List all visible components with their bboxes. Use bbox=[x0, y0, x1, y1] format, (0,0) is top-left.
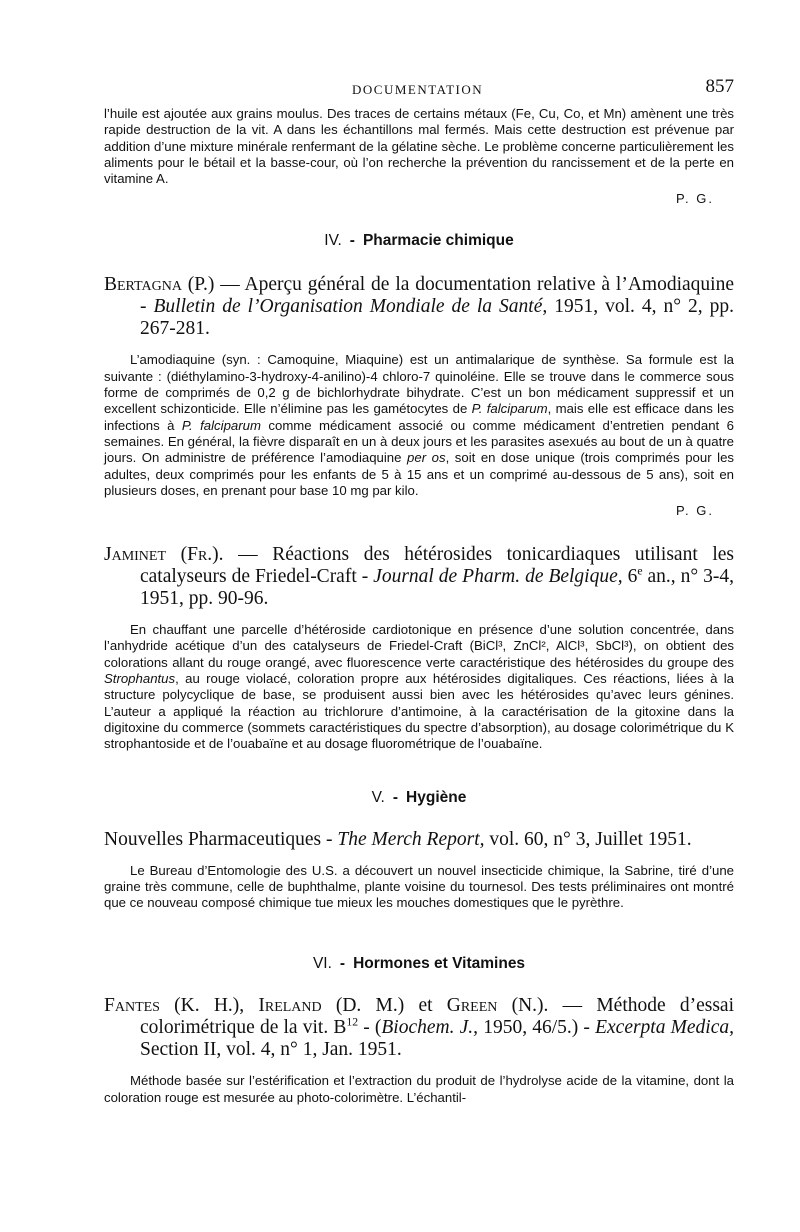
bertagna-author: Bertagna (P.) bbox=[104, 274, 215, 296]
bertagna-abstract-c: comme médicament associé ou comme médicament d’entretien pendant 6 semaines. En général, la fièvre disparaît en un à deux jours et les parasites asexués au bout de un à quatre jours. On administre de préférence l’amodiaquine bbox=[104, 417, 734, 466]
bertagna-abstract-b: , mais elle est efficace dans les infections à bbox=[104, 401, 735, 433]
bertagna-journal: Bulletin de l’Organisation Mondiale de la Santé, bbox=[153, 296, 548, 318]
section-vi-roman: VI. bbox=[312, 955, 332, 973]
intro-signature: P. G. bbox=[676, 191, 714, 207]
fantes-title-sup: 12 bbox=[346, 1015, 359, 1029]
jaminet-author: Jaminet (Fr.). bbox=[104, 544, 224, 566]
section-iv-heading bbox=[104, 232, 734, 250]
jaminet-journal: Journal de Pharm. de Belgique, bbox=[373, 566, 623, 588]
bertagna-reference bbox=[104, 274, 734, 340]
jaminet-genus: Strophantus bbox=[104, 671, 176, 687]
fantes-mid: 1950, 46/5.) - bbox=[478, 1017, 596, 1039]
bertagna-species-1: P. falciparum bbox=[471, 401, 548, 417]
jaminet-title: Réactions des hétérosides tonicardiaques utilisant les catalyseurs de Friedel-Craft - bbox=[140, 544, 735, 588]
nouvelles-abstract: Le Bureau d’Entomologie des U.S. a découvert un nouvel insecticide chimique, la Sabrine, tiré d’une graine très commune, celle de buphthalme, plante voisine du tournesol. Des tests préliminaires ont montré que ce nouveau composé chimique tue mieux les mouches domestiques que le pyrèthre. bbox=[104, 862, 734, 911]
section-vi-dash: - bbox=[339, 955, 346, 973]
jaminet-details-a: 6 bbox=[622, 566, 638, 588]
running-title: DOCUMENTATION bbox=[352, 82, 484, 97]
bertagna-latin: per os bbox=[407, 450, 446, 466]
fantes-separator: — bbox=[548, 995, 597, 1017]
bertagna-abstract bbox=[104, 352, 734, 499]
nouvelles-details: vol. 60, n° 3, Juillet 1951. bbox=[484, 828, 692, 850]
section-v-dash: - bbox=[392, 788, 399, 806]
bertagna-separator: — bbox=[214, 274, 245, 296]
bertagna-species-2: P. falciparum bbox=[181, 417, 261, 433]
bertagna-title: Aperçu général de la documentation relative à l’Amodiaquine - bbox=[140, 274, 734, 318]
fantes-title-b: - ( bbox=[358, 1017, 382, 1039]
fantes-author-2: Ireland (D. M.) bbox=[258, 995, 405, 1017]
jaminet-reference bbox=[104, 544, 734, 610]
fantes-journal-2: Excerpta Medica, bbox=[595, 1017, 734, 1039]
fantes-details: Section II, vol. 4, n° 1, Jan. 1951. bbox=[140, 1039, 402, 1061]
section-v-roman: V. bbox=[371, 788, 385, 806]
fantes-title-a: Méthode d’essai colorimétrique de la vit. B bbox=[140, 995, 735, 1039]
nouvelles-journal: The Merch Report, bbox=[337, 828, 485, 850]
jaminet-abstract bbox=[104, 622, 734, 752]
intro-paragraph: l’huile est ajoutée aux grains moulus. Des traces de certains métaux (Fe, Cu, Co, et Mn) amènent une très rapide destruction de la vit. A dans les échantillons mal fermés. Mais cette destruction est prévenue par addition d’une mixture minérale renfermant de la gélatine sèche. Le problème concerne particulièrement les aliments pour le bétail et la basse-cour, où l’on recherche la prévention du rancissement et de la perte en vitamine A. bbox=[104, 106, 734, 187]
fantes-journal-1: Biochem. J., bbox=[381, 1017, 479, 1039]
jaminet-separator: — bbox=[223, 544, 273, 566]
bertagna-signature: P. G. bbox=[676, 503, 714, 519]
jaminet-abstract-b: , au rouge violacé, coloration propre aux hétérosides digitaliques. Ces réactions, liées à la structure polycyclique de base, se produisent aussi bien avec les hétérosides qu’avec leurs génines. L’auteur a appliqué la réaction au trichlorure d’antimoine, à la caractérisation de la gitoxine dans la digitoxine du commerce (sommets caractéristiques du spectre d’absorption), au dosage colorimétrique du K strophantoside et de l’ouabaïne et au dosage fluorométrique de l’ouabaïne. bbox=[104, 671, 734, 752]
fantes-author-1: Fantes (K. H.), bbox=[104, 995, 245, 1017]
running-head bbox=[104, 76, 734, 106]
nouvelles-reference bbox=[104, 829, 734, 851]
jaminet-abstract-a: En chauffant une parcelle d’hétéroside cardiotonique en présence d’une solution concentrée, dans l’anhydride acétique d’un des catalyseurs de Friedel-Craft (BiCl³, ZnCl², AlCl³, SbCl³), on obtient des colorations allant du rouge orangé, avec fluorescence verte caractéristique des hétérosides du groupe des bbox=[104, 622, 734, 670]
section-iv-dash: - bbox=[349, 232, 355, 250]
bertagna-abstract-d: , soit en dose unique (trois comprimés pour les adultes, deux comprimés pour les enfants de 5 à 15 ans et un comprimé au-dessous de 5 ans), soit en plusieurs doses, en prenant pour base 10 mg par kilo. bbox=[104, 450, 734, 498]
section-iv-title: Pharmacie chimique bbox=[362, 232, 514, 250]
section-iv-roman: IV. bbox=[324, 232, 342, 250]
section-v-title: Hygiène bbox=[406, 788, 467, 806]
fantes-conj: et bbox=[404, 995, 447, 1017]
fantes-abstract: Méthode basée sur l’estérification et l’extraction du produit de l’hydrolyse acide de la vitamine, dont la coloration rouge est mesurée au photo-colorimètre. L’échantil- bbox=[104, 1073, 734, 1105]
fantes-author-3: Green (N.). bbox=[446, 995, 549, 1017]
bertagna-details: 1951, vol. 4, n° 2, pp. 267-281. bbox=[140, 296, 734, 340]
fantes-reference bbox=[104, 995, 734, 1061]
section-vi-title: Hormones et Vitamines bbox=[353, 955, 526, 973]
bertagna-abstract-a: L’amodiaquine (syn. : Camoquine, Miaquine) est un antimalarique de synthèse. Sa formule est la suivante : (diéthylamino-3-hydroxy-4-anilino)-4 chloro-7 quinoléine. Elle se trouve dans le commerce sous forme de comprimés de 0,2 g de bichlorhydrate bihydrate. C’est un bon médicament suppressif et un excellent schizonticide. Elle n’élimine pas les gamétocytes de bbox=[104, 352, 734, 417]
jaminet-details-sup: e bbox=[637, 564, 643, 578]
jaminet-details-b: an., n° 3-4, 1951, pp. 90-96. bbox=[140, 566, 735, 610]
nouvelles-title: Nouvelles Pharmaceutiques - bbox=[104, 828, 338, 850]
section-v-heading bbox=[104, 789, 734, 807]
page-number: 857 bbox=[705, 76, 734, 97]
section-vi-heading bbox=[104, 955, 734, 973]
